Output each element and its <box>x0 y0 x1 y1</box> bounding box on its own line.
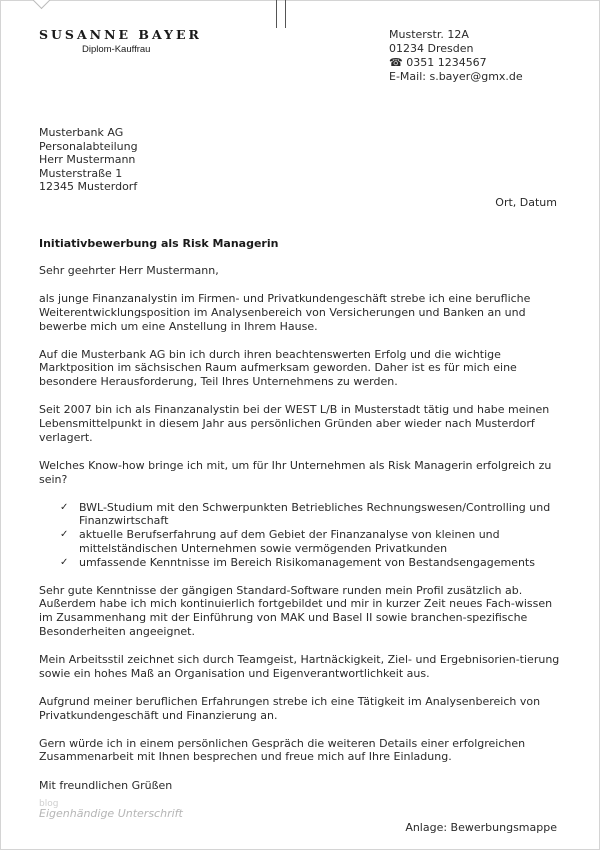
recipient-line: Herr Mustermann <box>39 153 136 166</box>
header-divider-line-right <box>285 0 286 28</box>
sender-name: SUSANNE BAYER <box>39 27 202 42</box>
sender-phone: 0351 1234567 <box>406 56 487 69</box>
paragraph: Gern würde ich in einem persönlichen Gespräch die weiteren Details einer erfolgreichen Zusammenarbeit mit Ihnen besprechen und freue mich auf Ihre Einladung. <box>39 736 526 764</box>
list-item-text: umfassende Kenntnisse im Bereich Risikomanagement von Bestandsengagements <box>79 555 535 569</box>
list-item-text: BWL-Studium mit den Schwerpunkten Betriebliches Rechnungswesen/Controlling und Finanzwirtschaft <box>79 500 551 528</box>
paragraph: Aufgrund meiner beruflichen Erfahrungen strebe ich eine Tätigkeit im Analysenbereich von Privatkundengeschäft und Finanzierung an. <box>39 694 541 722</box>
qualification-list <box>39 501 564 570</box>
list-item <box>60 556 564 570</box>
list-item <box>60 528 564 556</box>
recipient-line: Musterstraße 1 <box>39 166 123 180</box>
recipient-address <box>39 126 138 194</box>
paragraph: Mein Arbeitsstil zeichnet sich durch Teamgeist, Hartnäckigkeit, Ziel- und Ergebnisorien-tierung sowie ein hohes Maß an Organisation und Eigenverantwortlichkeit aus. <box>39 653 560 680</box>
signature-placeholder: Eigenhändige Unterschrift <box>39 807 183 820</box>
phone-icon: ☎ <box>389 56 407 69</box>
closing: Mit freundlichen Grüßen <box>39 779 173 792</box>
checkmark-icon: ✓ <box>60 556 69 568</box>
sender-city: 01234 Dresden <box>389 42 474 55</box>
paragraph: Seit 2007 bin ich als Finanzanalystin bei der WEST L/B in Musterstadt tätig und habe meinen Lebensmittelpunkt in diesem Jahr aus persönlichen Gründen aber wieder nach Musterdorf verlagert. <box>39 403 550 444</box>
checkmark-icon: ✓ <box>60 501 69 513</box>
subject-line: Initiativbewerbung als Risk Managerin <box>39 237 279 250</box>
paragraph: Welches Know-how bringe ich mit, um für Ihr Unternehmen als Risk Managerin erfolgreich zu sein? <box>39 458 552 486</box>
sender-phone-row <box>389 56 523 70</box>
sender-title: Diplom-Kauffrau <box>82 44 151 55</box>
watermark: blog <box>39 799 59 809</box>
sender-street: Musterstr. 12A <box>389 28 469 41</box>
enclosure-note: Anlage: Bewerbungsmappe <box>405 821 557 834</box>
sender-contact-block <box>389 28 523 84</box>
list-item <box>60 501 564 529</box>
paragraph: als junge Finanzanalystin im Firmen- und Privatkundengeschäft strebe ich eine berufliche Weiterentwicklungsposition im Analysenbereich von Versicherungen und Banken an und bewerbe mich um eine Anstellung in Ihrem Hause. <box>39 291 531 333</box>
paragraph: Sehr gute Kenntnisse der gängigen Standard-Software runden mein Profil zusätzlich ab. Außerdem habe ich mich kontinuierlich fortgebildet und mir in kurzer Zeit neues Fach-wissen im Zusammenhang mit der Einführung von MAK und Basel II sowie branchen-spezifische Besonderheiten angeeignet. <box>39 583 553 639</box>
salutation: Sehr geehrter Herr Mustermann, <box>39 264 219 277</box>
list-item-text: aktuelle Berufserfahrung auf dem Gebiet der Finanzanalyse von kleinen und mittelständischen Unternehmen sowie vermögenden Privatkunden <box>79 528 500 555</box>
header-divider-line-left <box>276 0 277 28</box>
fold-mark <box>31 0 52 9</box>
recipient-line: Personalabteilung <box>39 139 138 153</box>
paragraph: Auf die Musterbank AG bin ich durch ihren beachtenswerten Erfolg und die wichtige Marktposition im sächsischen Raum aufmerksam geworden. Daher ist es für mich eine besondere Herausforderung, Teil Ihres Unternehmens zu werden. <box>39 347 517 389</box>
sender-email[interactable]: E-Mail: s.bayer@gmx.de <box>389 70 523 83</box>
recipient-line: Musterbank AG <box>39 126 124 139</box>
place-date: Ort, Datum <box>495 196 557 209</box>
recipient-line: 12345 Musterdorf <box>39 180 138 193</box>
letter-body <box>39 264 564 778</box>
checkmark-icon: ✓ <box>60 529 69 541</box>
